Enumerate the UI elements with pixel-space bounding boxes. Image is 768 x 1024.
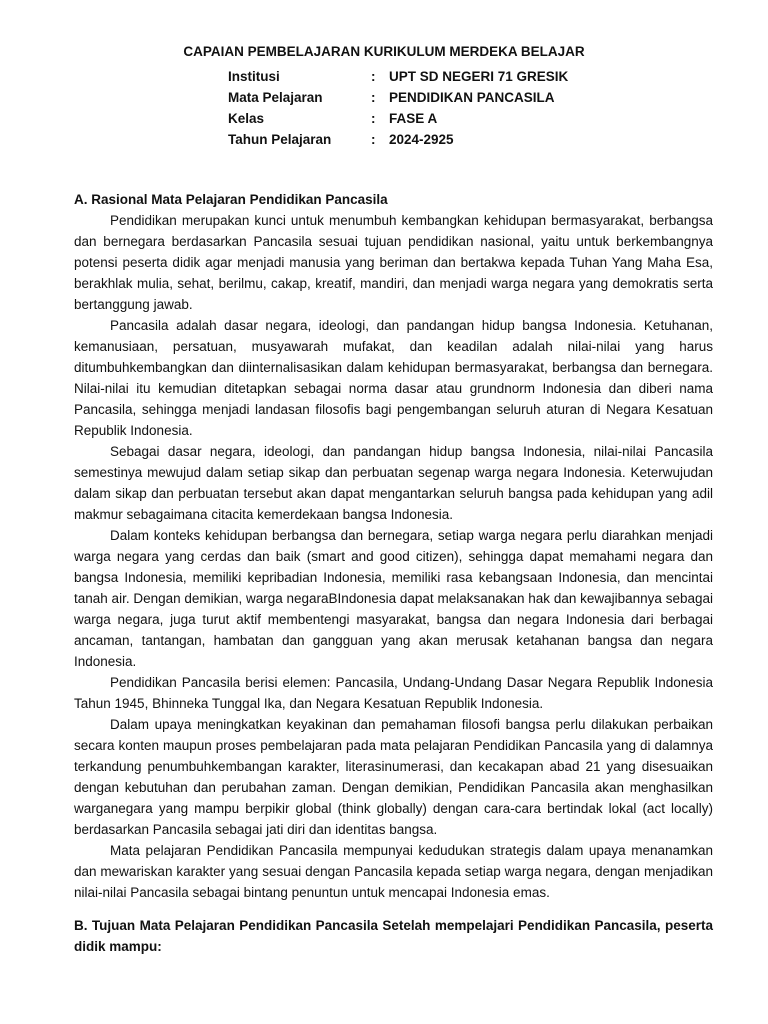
paragraph: Dalam konteks kehidupan berbangsa dan bernegara, setiap warga negara perlu diarahkan menjadi warga negara yang cerdas dan baik (smart and good citizen), sehingga dapat memahami negara dan bangsa Indonesia, memiliki kepribadian Indonesia, memiliki rasa kebangsaan Indonesia, dan mencintai tanah air. Dengan demikian, warga negaraBIndonesia dapat melaksanakan hak dan kewajibannya sebagai warga negara, juga turut aktif membentengi masyarakat, bangsa dan negara Indonesia dari berbagai ancaman, tantangan, hambatan dan gangguan yang akan merusak ketahanan bangsa dan negara Indonesia. — [74, 528, 713, 669]
meta-value: UPT SD NEGERI 71 GRESIK — [389, 69, 569, 84]
paragraph: Sebagai dasar negara, ideologi, dan pandangan hidup bangsa Indonesia, nilai-nilai Pancasila semestinya mewujud dalam setiap sikap dan perbuatan segenap warga negara Indonesia. Keterwujudan dalam sikap dan perbuatan tersebut akan dapat mengantarkan seluruh bangsa pada kehidupan yang adil makmur sebagaimana citacita kemerdekaan bangsa Indonesia. — [74, 444, 713, 522]
meta-separator: : — [371, 69, 376, 84]
section-a — [74, 189, 713, 903]
meta-separator: : — [371, 132, 376, 147]
meta-row-institusi — [228, 66, 568, 87]
paragraph: Pendidikan merupakan kunci untuk menumbuh kembangkan kehidupan bermasyarakat, berbangsa dan bernegara berdasarkan Pancasila sesuai tujuan pendidikan nasional, yaitu untuk berkembangnya potensi peserta didik agar menjadi manusia yang beriman dan bertakwa kepada Tuhan Yang Maha Esa, berakhlak mulia, sehat, berilmu, cakap, kreatif, mandiri, dan menjadi warga negara yang demokratis serta bertanggung jawab. — [74, 213, 713, 312]
section-a-heading: A. Rasional Mata Pelajaran Pendidikan Pancasila — [74, 192, 388, 207]
paragraph: Pancasila adalah dasar negara, ideologi, dan pandangan hidup bangsa Indonesia. Ketuhanan, kemanusiaan, persatuan, musyawarah mufakat, dan keadilan adalah nilai-nilai yang harus ditumbuhkembangkan dan diinternalisasikan dalam kehidupan bermasyarakat, berbangsa dan bernegara. Nilai-nilai itu kemudian ditetapkan sebagai norma dasar atau grundnorm Indonesia dan diberi nama Pancasila, sehingga menjadi landasan filosofis bagi pengembangan seluruh aturan di Negara Kesatuan Republik Indonesia. — [74, 318, 713, 438]
meta-separator: : — [371, 111, 376, 126]
meta-label: Tahun Pelajaran — [228, 132, 332, 147]
section-b-heading: B. Tujuan Mata Pelajaran Pendidikan Pancasila Setelah mempelajari Pendidikan Pancasila, peserta didik mampu: — [74, 918, 713, 954]
meta-value: PENDIDIKAN PANCASILA — [389, 90, 555, 105]
meta-label: Institusi — [228, 69, 280, 84]
paragraph: Dalam upaya meningkatkan keyakinan dan pemahaman filosofi bangsa perlu dilakukan perbaikan secara konten maupun proses pembelajaran pada mata pelajaran Pendidikan Pancasila yang di dalamnya terkandung penumbuhkembangan karakter, literasinumerasi, dan kecakapan abad 21 yang disesuaikan dengan kebutuhan dan perubahan zaman. Dengan demikian, Pendidikan Pancasila akan menghasilkan warganegara yang mampu berpikir global (think globally) dengan cara-cara bertindak lokal (act locally) berdasarkan Pancasila sebagai jati diri dan identitas bangsa. — [74, 717, 713, 837]
meta-table — [228, 66, 568, 150]
meta-row-mata-pelajaran — [228, 87, 568, 108]
meta-value: FASE A — [389, 111, 438, 126]
meta-label: Kelas — [228, 111, 265, 126]
meta-label: Mata Pelajaran — [228, 90, 323, 105]
meta-row-tahun-pelajaran — [228, 129, 568, 150]
paragraph: Pendidikan Pancasila berisi elemen: Pancasila, Undang-Undang Dasar Negara Republik Indonesia Tahun 1945, Bhinneka Tunggal Ika, dan Negara Kesatuan Republik Indonesia. — [74, 675, 713, 711]
document-title: CAPAIAN PEMBELAJARAN KURIKULUM MERDEKA BELAJAR — [183, 44, 585, 59]
meta-separator: : — [371, 90, 376, 105]
meta-row-kelas — [228, 108, 568, 129]
meta-value: 2024-2925 — [389, 132, 454, 147]
paragraph: Mata pelajaran Pendidikan Pancasila mempunyai kedudukan strategis dalam upaya menanamkan dan mewariskan karakter yang sesuai dengan Pancasila kepada setiap warga negara, dengan menjadikan nilai-nilai Pancasila sebagai bintang penuntun untuk mencapai Indonesia emas. — [74, 843, 713, 900]
